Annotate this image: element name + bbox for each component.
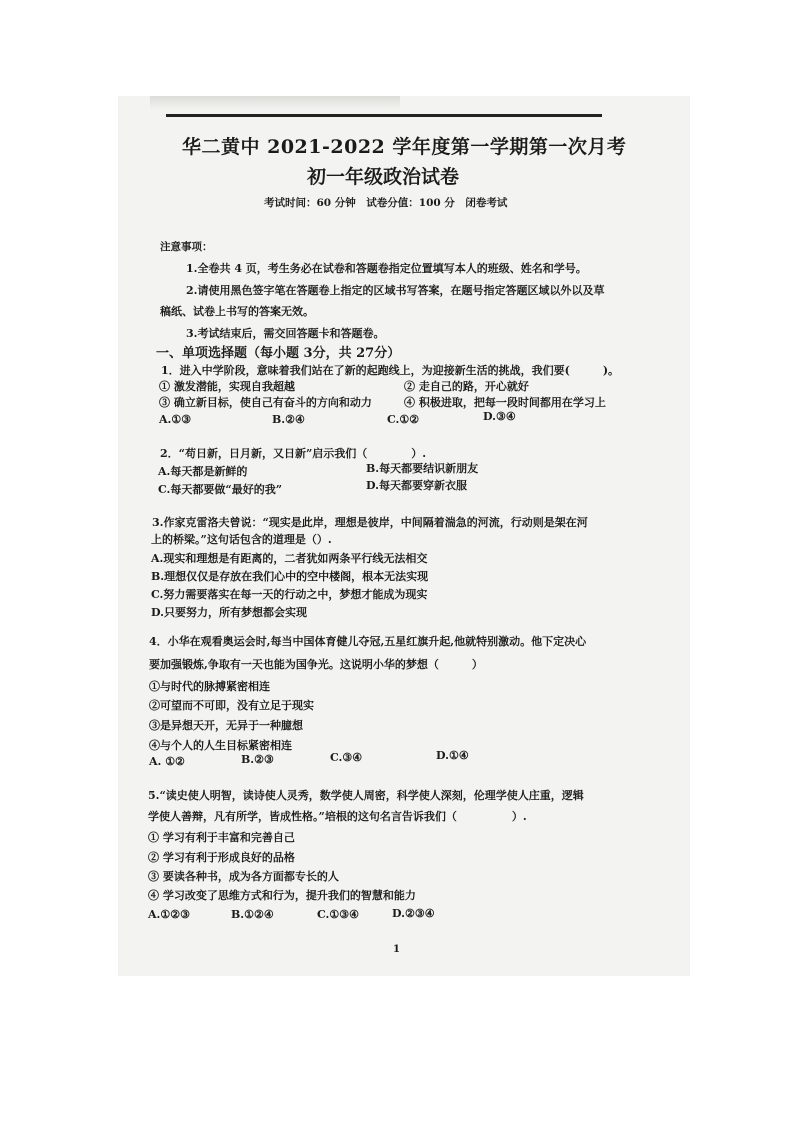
exam-subject-title: 初一年级政治试卷 (307, 166, 460, 188)
question-3-choice-d: D.只要努力，所有梦想都会实现 (151, 606, 307, 619)
section-heading: 一、单项选择题（每小题 3分，共 27分） (156, 346, 401, 361)
question-1-option-4: ④ 积极进取，把每一段时间都用在学习上 (404, 396, 606, 409)
question-4-stem: 4．小华在观看奥运会时,每当中国体育健儿夺冠,五星红旗升起,他就特别激动。他下定决心 (149, 635, 587, 648)
question-4-choice-c: C.③④ (330, 751, 363, 764)
question-4-choice-d: D.①④ (436, 749, 469, 762)
page-number: 1 (393, 944, 400, 955)
question-2-stem: 2．“苟日新，日月新，又日新”启示我们（ ）. (160, 447, 427, 460)
question-5-option-2: ② 学习有利于形成良好的品格 (148, 851, 295, 864)
question-1-option-1: ① 激发潜能，实现自我超越 (159, 380, 295, 393)
question-1-choice-a: A.①③ (159, 413, 192, 426)
question-5-stem: 5.“读史使人明智，读诗使人灵秀，数学使人周密，科学使人深刻，伦理学使人庄重，逻辑 (148, 789, 584, 802)
exam-info: 考试时间：60 分钟 试卷分值：100 分 闭卷考试 (264, 197, 508, 209)
notice-item-2-cont: 稿纸、试卷上书写的答案无效。 (160, 305, 314, 318)
question-4-option-1: ①与时代的脉搏紧密相连 (149, 680, 270, 693)
question-5-choice-a: A.①②③ (148, 908, 190, 921)
question-4-option-2: ②可望而不可即，没有立足于现实 (149, 699, 314, 712)
question-1-choice-c: C.①② (387, 413, 420, 426)
question-1-option-2: ② 走自己的路，开心就好 (404, 380, 529, 393)
question-3-choice-a: A.现实和理想是有距离的，二者犹如两条平行线无法相交 (151, 552, 428, 565)
question-4-option-3: ③是异想天开，无异于一种臆想 (149, 719, 303, 732)
question-5-choice-c: C.①③④ (317, 908, 359, 921)
notice-item-3: 3.考试结束后，需交回答题卡和答题卷。 (186, 327, 385, 340)
question-4-choice-a: A. ①② (149, 755, 185, 768)
question-1-choice-d: D.③④ (483, 410, 516, 423)
question-3-choice-c: C.努力需要落实在每一天的行动之中，梦想才能成为现实 (151, 588, 428, 601)
notice-item-1: 1.全卷共 4 页，考生务必在试卷和答题卷指定位置填写本人的班级、姓名和学号。 (186, 262, 587, 275)
question-1-choice-b: B.②④ (272, 413, 305, 426)
question-5-stem-cont: 学使人善辩，凡有所学，皆成性格。”培根的这句名言告诉我们（ ）. (148, 810, 527, 823)
question-4-stem-cont: 要加强锻炼,争取有一天也能为国争光。这说明小华的梦想（ ） (149, 658, 483, 671)
question-5-option-4: ④ 学习改变了思维方式和行为，提升我们的智慧和能力 (148, 889, 416, 902)
header-rule (166, 114, 602, 117)
notice-heading: 注意事项： (160, 241, 213, 253)
notice-item-2: 2.请使用黑色签字笔在答题卷上指定的区域书写答案，在题号指定答题区域以外以及草 (186, 284, 605, 297)
question-3-stem: 3.作家克雷洛夫曾说：“现实是此岸，理想是彼岸，中间隔着湍急的河流，行动则是架在河 (152, 516, 588, 529)
question-5-choice-d: D.②③④ (392, 907, 435, 920)
exam-title: 华二黄中 2021-2022 学年度第一学期第一次月考 (182, 136, 627, 158)
question-3-stem-cont: 上的桥梁。”这句话包含的道理是（）. (151, 533, 332, 546)
question-4-option-4: ④与个人的人生目标紧密相连 (149, 739, 292, 752)
question-3-choice-b: B.理想仅仅是存放在我们心中的空中楼阁，根本无法实现 (151, 570, 429, 583)
paper-shadow (150, 96, 400, 110)
question-2-choice-a: A.每天都是新鲜的 (158, 465, 248, 478)
question-5-option-1: ① 学习有利于丰富和完善自己 (148, 831, 295, 844)
question-5-choice-b: B.①②④ (231, 908, 274, 921)
question-4-choice-b: B.②③ (241, 753, 274, 766)
question-5-option-3: ③ 要读各种书，成为各方面都专长的人 (148, 870, 339, 883)
question-2-choice-d: D.每天都要穿新衣服 (366, 479, 467, 492)
question-2-choice-b: B.每天都要结识新朋友 (366, 462, 479, 475)
question-1-stem: 1．进入中学阶段，意味着我们站在了新的起跑线上，为迎接新生活的挑战，我们要( )。 (161, 364, 620, 377)
question-2-choice-c: C.每天都要做“最好的我” (158, 483, 283, 496)
question-1-option-3: ③ 确立新目标，使自己有奋斗的方向和动力 (159, 396, 372, 409)
